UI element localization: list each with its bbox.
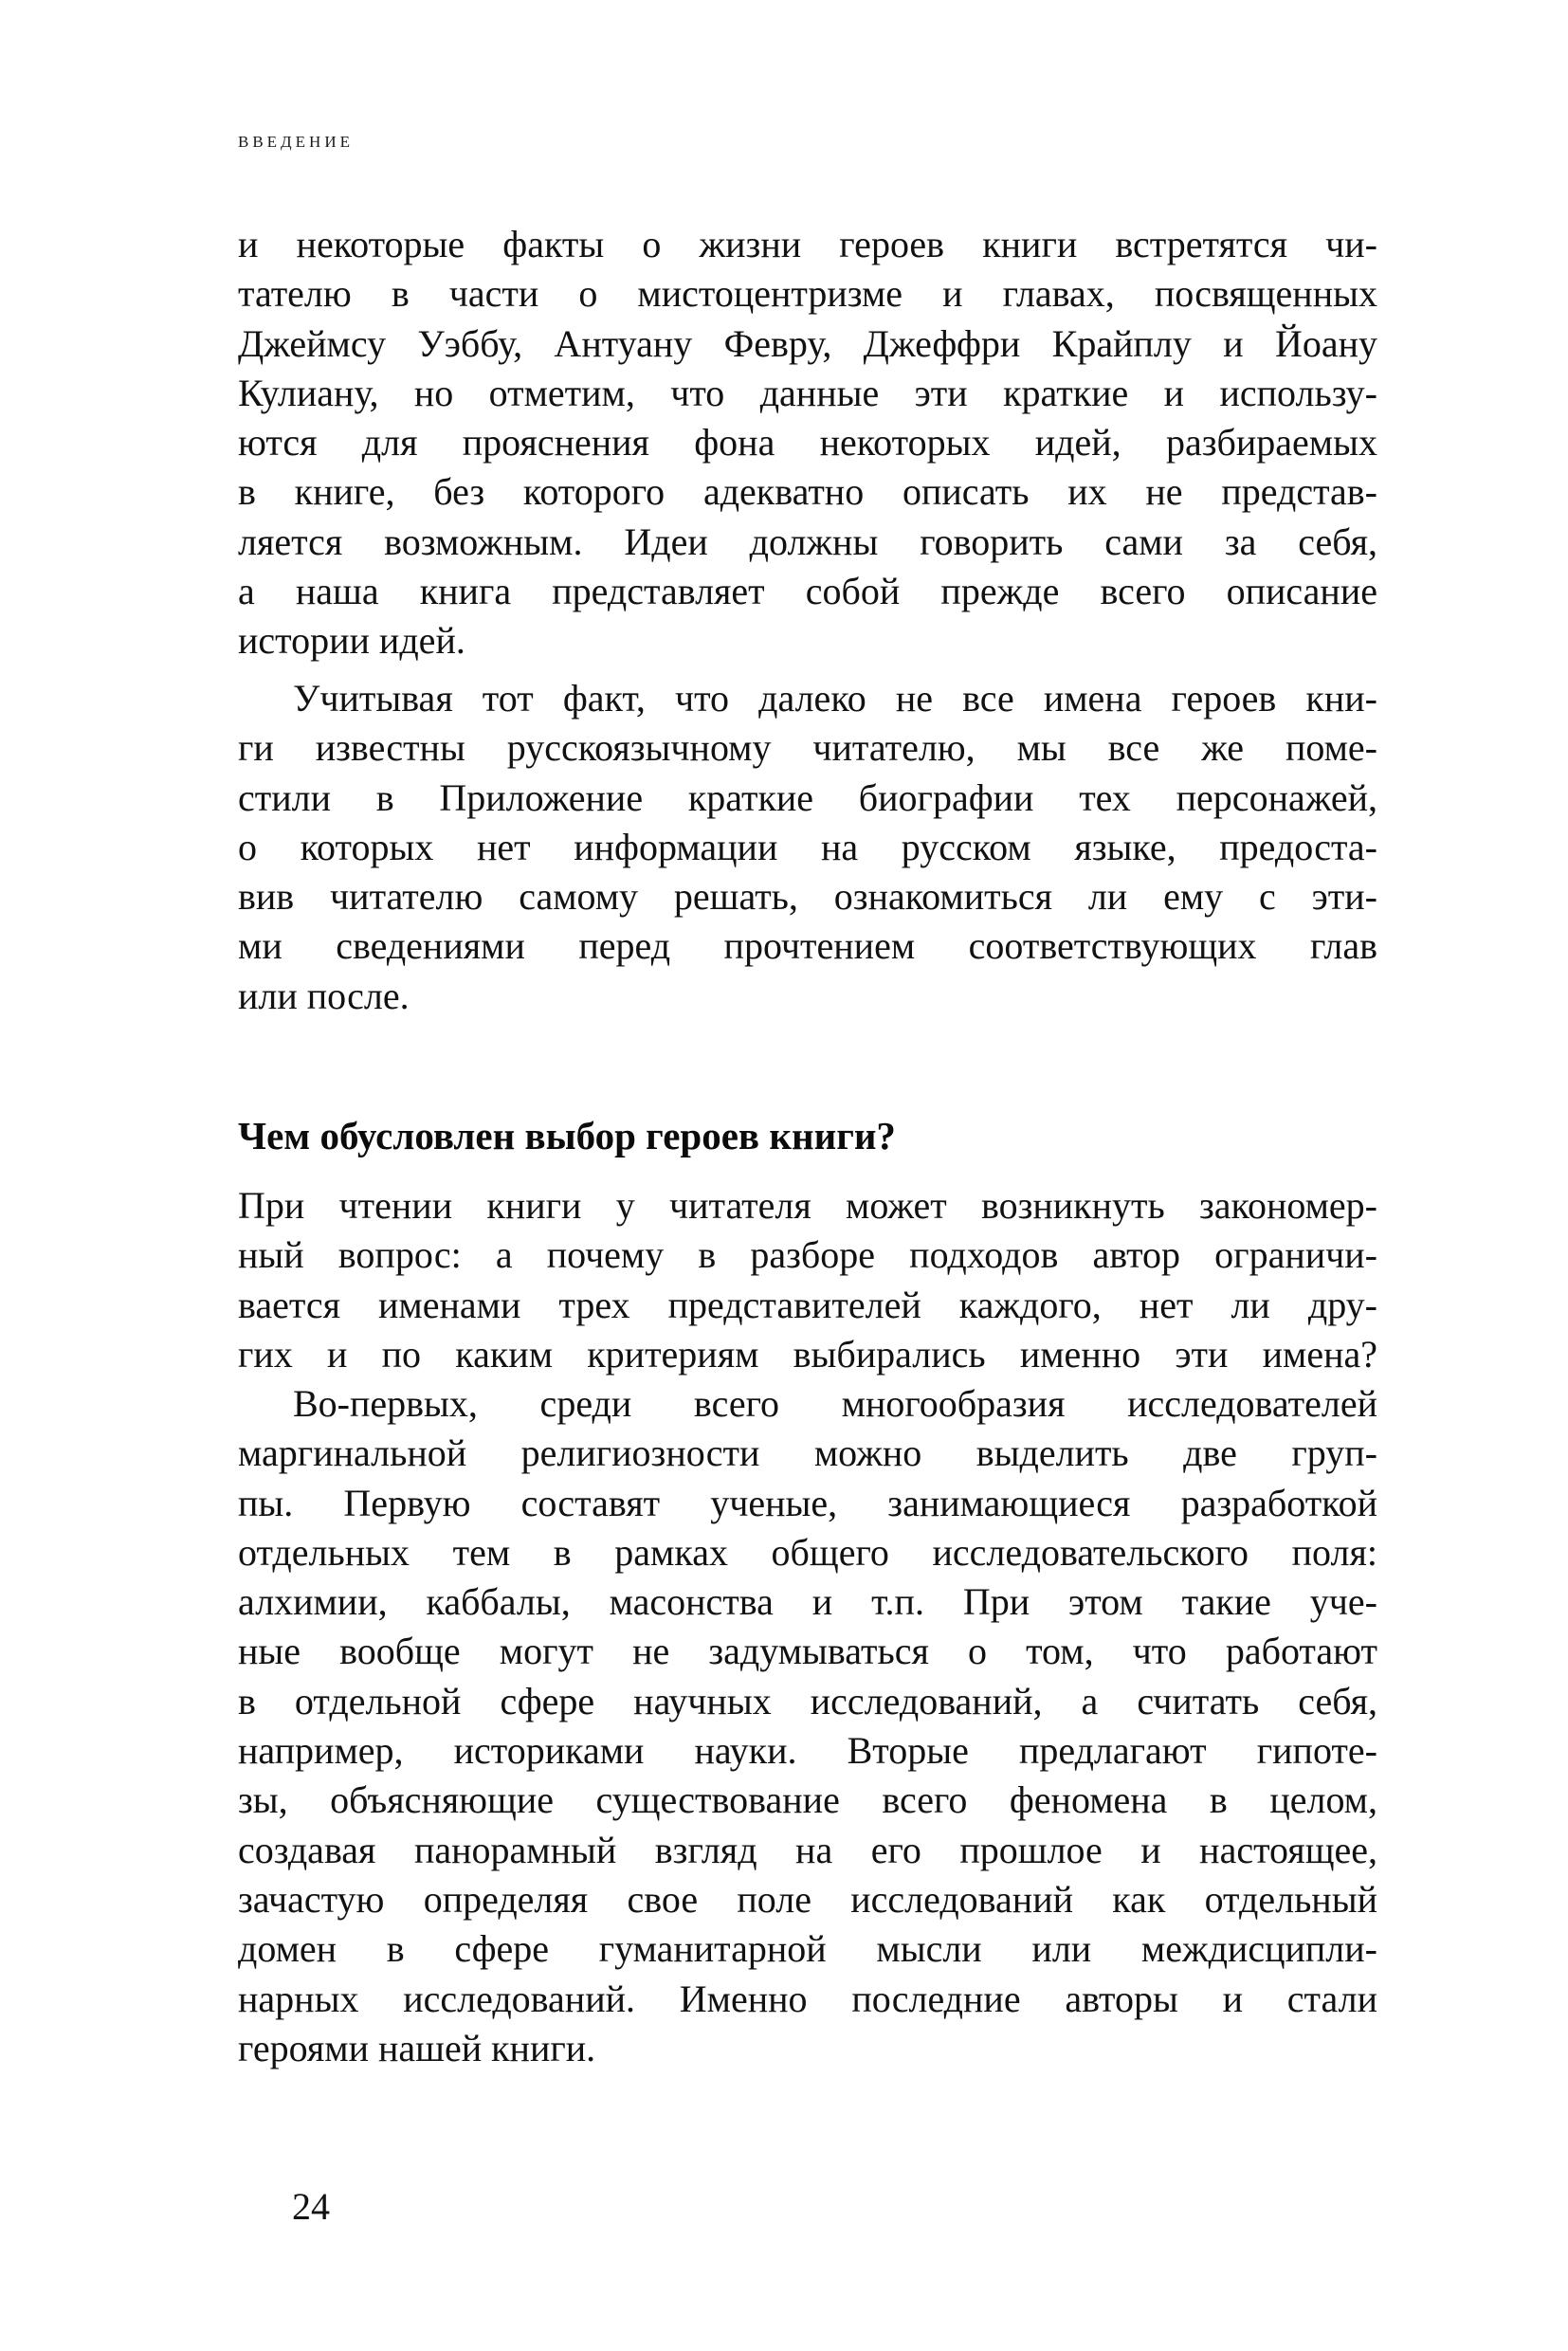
- text-line: ются для прояснения фона некоторых идей, разбираемых: [238, 421, 1377, 465]
- text-line: или после.: [238, 974, 410, 1017]
- paragraph-4: [238, 1379, 1377, 2073]
- text-line: истории идей.: [238, 619, 465, 663]
- text-line: например, историками науки. Вторые предлагают гипоте-: [238, 1729, 1377, 1773]
- text-line: Учитывая тот факт, что далеко не все имена героев кни-: [293, 677, 1377, 720]
- text-line: гих и по каким критериям выбирались именно эти имена?: [238, 1332, 1377, 1376]
- paragraph-3: [238, 1181, 1377, 1379]
- text-line: домен в сфере гуманитарной мысли или междисципли-: [238, 1927, 1377, 1971]
- text-line: маргинальной религиозности можно выделить две груп-: [238, 1431, 1377, 1475]
- running-head: ВВЕДЕНИЕ: [238, 133, 354, 151]
- text-line: ги известны русскоязычному читателю, мы все же поме-: [238, 726, 1377, 770]
- text-line: а наша книга представляет собой прежде всего описание: [238, 570, 1377, 613]
- text-line: пы. Первую составят ученые, занимающиеся разработкой: [238, 1481, 1377, 1524]
- text-line: и некоторые факты о жизни героев книги встретятся чи-: [238, 223, 1377, 265]
- paragraph-1: [238, 220, 1377, 666]
- text-line: Джеймсу Уэббу, Антуану Февру, Джеффри Крайплу и Йоану: [238, 321, 1377, 365]
- text-line: Во-первых, среди всего многообразия исследователей: [293, 1382, 1377, 1425]
- text-line: ные вообще могут не задумываться о том, что работают: [238, 1630, 1377, 1673]
- text-line: При чтении книги у читателя может возникнуть закономер-: [238, 1184, 1377, 1227]
- text-line: ный вопрос: а почему в разборе подходов автор ограничи-: [238, 1233, 1377, 1277]
- text-line: Кулиану, но отметим, что данные эти краткие и использу-: [238, 371, 1377, 414]
- text-line: в отдельной сфере научных исследований, а считать себя,: [238, 1679, 1377, 1722]
- text-line: ляется возможным. Идеи должны говорить сами за себя,: [238, 519, 1377, 563]
- text-line: тателю в части о мистоцентризме и главах, посвященных: [238, 272, 1377, 316]
- text-line: вается именами трех представителей каждого, нет ли дру-: [238, 1283, 1377, 1326]
- text-line: создавая панорамный взгляд на его прошлое и настоящее,: [238, 1828, 1377, 1871]
- text-line: о которых нет информации на русском языке, предоста-: [238, 825, 1377, 868]
- paragraph-2: [238, 674, 1377, 1021]
- text-line: героями нашей книги.: [238, 2026, 596, 2069]
- text-line: вив читателю самому решать, ознакомиться ли ему с эти-: [238, 875, 1377, 919]
- text-line: ми сведениями перед прочтением соответствующих глав: [238, 924, 1377, 968]
- section-heading: Чем обусловлен выбор героев книги?: [238, 1114, 896, 1157]
- page-number: 24: [292, 2185, 330, 2228]
- text-line: зы, объясняющие существование всего феномена в целом,: [238, 1778, 1377, 1822]
- text-line: нарных исследований. Именно последние авторы и стали: [238, 1977, 1377, 2020]
- text-line: алхимии, каббалы, масонства и т.п. При этом такие уче-: [238, 1580, 1377, 1624]
- text-line: стили в Приложение краткие биографии тех персонажей,: [238, 775, 1377, 819]
- text-line: в книге, без которого адекватно описать их не представ-: [238, 470, 1377, 514]
- text-line: зачастую определяя свое поле исследований как отдельный: [238, 1877, 1377, 1921]
- text-line: отдельных тем в рамках общего исследовательского поля:: [238, 1530, 1377, 1574]
